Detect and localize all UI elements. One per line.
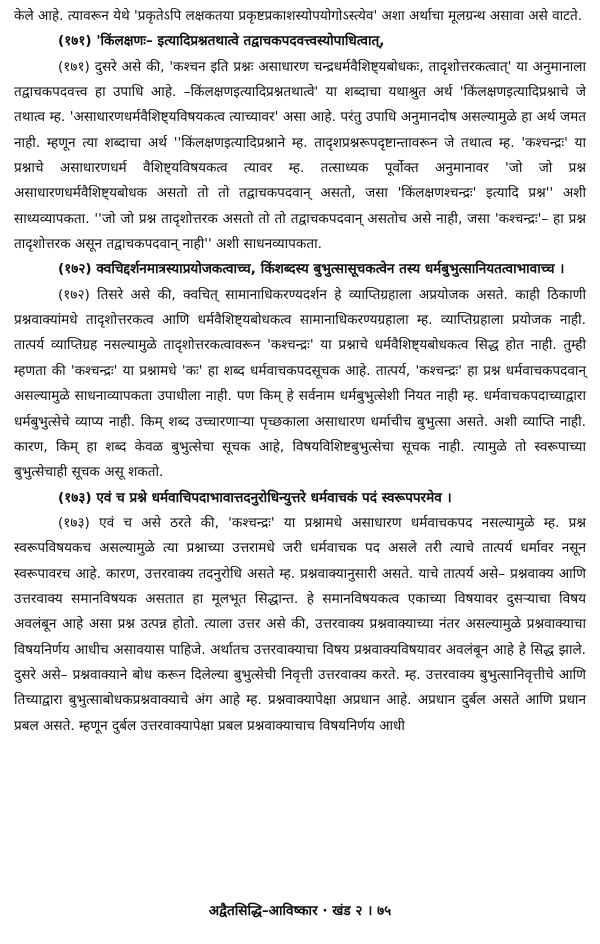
section-heading-171: (१७१) 'किंलक्षणः– इत्यादिप्रश्नतथात्वे तद्वाचकपदवत्त्वस्योपाधित्वात्, [58, 33, 385, 50]
paragraph-172: (१७२) तिसरे असे की, क्वचित् सामानाधिकरण्यदर्शन हे व्याप्तिग्रहाला अप्रयोजक असते. काही ठिकाणी प्रश्नवाक्यांमधे तादृशोत्तरकत्व आणि धर्मवैशिष्ट्यबोधकत्व सामानाधिकरण्यग्रहाला म्ह. व्याप्तिग्रहाला प्रयोजक नाही. तात्पर्य व्याप्तिग्रह नसल्यामुळे तादृशोत्तरकत्वावरून 'कश्चन्द्रः' या प्रश्नाचे धर्मवैशिष्ट्यबोधकत्व सिद्ध होत नाही. तुम्ही म्हणता की 'कश्चन्द्रः' या प्रश्नामधे 'कः' हा शब्द धर्मवाचकपदसूचक आहे. तात्पर्य, 'कश्चन्द्रः' हा प्रश्न धर्मवाचकपदवान् असल्यामुळे साधनाव्यापकता उपाधीला नाही. पण किम् हे सर्वनाम धर्मबुभुत्सेशी नियत नाही म्ह. धर्मवाचकपदाच्याद्वारा धर्मबुभुत्सेचे व्याप्य नाही. किम् शब्द उच्चारणाऱ्या पृच्छकाला असाधारण धर्माचीच बुभुत्सा असते. अशी व्याप्ति नाही. कारण, किम् हा शब्द केवळ बुभुत्सेचा सूचक आहे, विषयविशिष्टबुभुत्सेचा सूचक नाही. त्यामुळे तो स्वरूपाच्या बुभुत्सेचाही सूचक असू शकतो. [14, 286, 586, 481]
section-heading-172: (१७२) क्वचिद्दर्शनमात्रस्याप्रयोजकत्वाच्च, किंशब्दस्य बुभुत्सासूचकत्वेन तस्य धर्मबुभुत्सानियतत्वाभावाच्च । [58, 261, 565, 278]
section-heading-173: (१७३) एवं च प्रश्ने धर्मवाचिपदाभावात्तदनुरोधिन्युत्तरे धर्मवाचकं पदं स्वरूपपरमेव । [58, 489, 452, 506]
page-footer: अद्वैतसिद्धि–आविष्कार · खंड २ । ७५ [208, 903, 392, 919]
paragraph-continuation: केले आहे. त्यावरून येथे 'प्रकृतेऽपि लक्षकतया प्रकृष्टप्रकाशस्योपयोगोऽस्त्येव' अशा अर्थाचा मूलग्रन्थ असावा असे वाटते. [14, 8, 583, 24]
paragraph-171: (१७१) दुसरे असे की, 'कश्चन इति प्रश्नः असाधारण चन्द्रधर्मवैशिष्ट्यबोधकः, तादृशोत्तरकत्वात्' या अनुमानाला तद्वाचकपदवत्त्व हा उपाधि आहे. –किंलक्षणइत्यादिप्रश्नतथात्वे' या शब्दाचा यथाश्रुत अर्थ 'किंलक्षणइत्यादिप्रश्नाचे जे तथात्व म्ह. 'असाधारणधर्मवैशिष्ट्यविषयकत्व त्याच्यावर' असा आहे. परंतु उपाधि अनुमानदोष असल्यामुळे हा अर्थ जमत नाही. म्हणून त्या शब्दाचा अर्थ ''किंलक्षणइत्यादिप्रश्नाने म्ह. तादृशप्रश्नरूपदृष्टान्तावरून जे तथात्व म्ह. 'कश्चन्द्रः' या प्रश्नाचे असाधारणधर्म वैशिष्ट्यविषयकत्व त्यावर म्ह. तत्साध्यक पूर्वोक्त अनुमानावर 'जो जो प्रश्न असाधारणधर्मवैशिष्ट्यबोधक असतो तो तो तद्वाचकपदवान् असतो, जसा 'किंलक्षणश्चन्द्रः' इत्यादि प्रश्न'' अशी साध्यव्यापकता. ''जो जो प्रश्न तादृशोत्तरक असतो तो तो तद्वाचकपदवान् असतोच असे नाही, जसा 'कश्चन्द्रः'– हा प्रश्न तादृशोत्तरक असून तद्वाचकपदवान् नाही'' अशी साधनव्यापकता. [14, 58, 586, 253]
paragraph-173: (१७३) एवं च असे ठरते की, 'कश्चन्द्रः' या प्रश्नामधे असाधारण धर्मवाचकपद नसल्यामुळे म्ह. प्रश्न स्वरूपविषयकच असल्यामुळे त्या प्रश्नाच्या उत्तरामधे जरी धर्मवाचक पद असले तरी त्याचे तात्पर्य धर्मावर नसून स्वरूपावरच आहे. कारण, उत्तरवाक्य तदनुरोधि असते म्ह. प्रश्नवाक्यानुसारी असते. याचे तात्पर्य असे– प्रश्नवाक्य आणि उत्तरवाक्य समानविषयक असतात हा मूलभूत सिद्धान्त. हे समानविषयकत्व एकाच्या विषयावर दुसऱ्याचा विषय अवलंबून आहे असा प्रश्न उत्पन्न होतो. त्याला उत्तर असे की, उत्तरवाक्य प्रश्नवाक्याच्या नंतर असल्यामुळे प्रश्नवाक्याचा विषयनिर्णय आधीच असावयास पाहिजे. अर्थातच उत्तरवाक्याचा विषय प्रश्नवाक्यविषयावर अवलंबून आहे हे सिद्ध झाले. दुसरे असे– प्रश्नवाक्याने बोध करून दिलेल्या बुभुत्सेची निवृत्ती उत्तरवाक्य करते. म्ह. उत्तरवाक्य बुभुत्सानिवृत्तीचे आणि तिच्याद्वारा बुभुत्साबोधकप्रश्नवाक्याचे अंग आहे म्ह. प्रश्नवाक्यापेक्षा अप्रधान आहे. अप्रधान दुर्बल असते आणि प्रधान प्रबल असते. म्हणून दुर्बल उत्तरवाक्यापेक्षा प्रबल प्रश्नवाक्याचाच विषयनिर्णय आधी [14, 514, 586, 734]
